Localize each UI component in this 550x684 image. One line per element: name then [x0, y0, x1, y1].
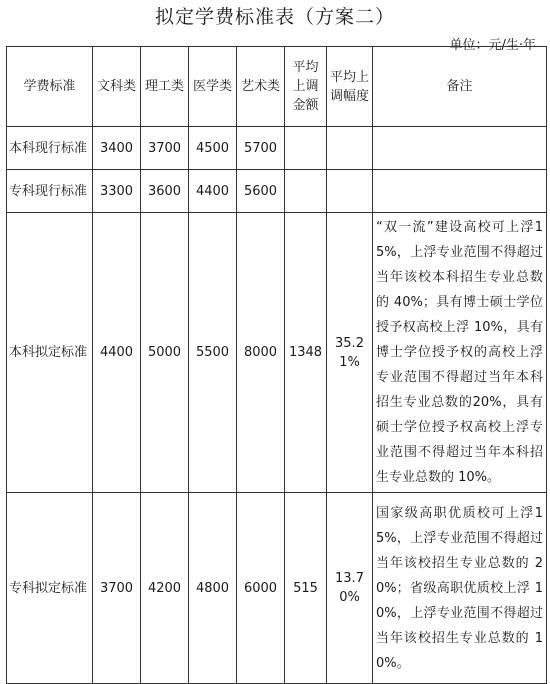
table-cell: 1348 [285, 213, 327, 493]
table-cell: 4500 [189, 127, 237, 170]
table-cell: 3700 [141, 127, 189, 170]
note-cell [373, 127, 547, 170]
table-cell: 3400 [93, 127, 141, 170]
table-row [7, 213, 547, 493]
table-row [7, 170, 547, 213]
table-cell: 5700 [237, 127, 285, 170]
row-label: 本科拟定标准 [7, 213, 93, 493]
table-cell: 4400 [93, 213, 141, 493]
note-cell: 国家级高职优质校可上浮15%，上浮专业范围不得超过当年该校招生专业总数的 20%；省级高职优质校上浮 10%，上浮专业范围不得超过当年该校招生专业总数的 10%。 [373, 493, 547, 684]
table-row [7, 493, 547, 684]
table-cell: 4400 [189, 170, 237, 213]
table-cell: 3300 [93, 170, 141, 213]
table-cell: 6000 [237, 493, 285, 684]
table-cell: 5600 [237, 170, 285, 213]
header-cell: 理工类 [141, 47, 189, 127]
header-cell: 备注 [373, 47, 547, 127]
table-cell [327, 127, 373, 170]
table-cell: 4200 [141, 493, 189, 684]
table-cell: 5000 [141, 213, 189, 493]
unit-label: 单位：元/生·年 [449, 38, 536, 53]
row-label: 专科现行标准 [7, 170, 93, 213]
header-cell: 艺术类 [237, 47, 285, 127]
table-row [7, 127, 547, 170]
table-cell: 5500 [189, 213, 237, 493]
page-title: 拟定学费标准表（方案二） [154, 6, 395, 28]
header-cell: 文科类 [93, 47, 141, 127]
header-cell: 平均上调幅度 [327, 47, 373, 127]
table-cell: 4800 [189, 493, 237, 684]
row-label: 专科拟定标准 [7, 493, 93, 684]
table-cell: 515 [285, 493, 327, 684]
table-cell: 3700 [93, 493, 141, 684]
note-cell: “双一流”建设高校可上浮15%，上浮专业范围不得超过当年该校本科招生专业总数的 40%；具有博士硕士学位授予权高校上浮 10%，具有博士学位授予权的高校上浮专业范围不得超过当年本科招生专业总数的20%，具有硕士学位授予权高校上浮专业范围不得超过当年本科招生专业总数的 10%。 [373, 213, 547, 493]
note-cell [373, 170, 547, 213]
header-cell: 医学类 [189, 47, 237, 127]
tuition-table [6, 46, 547, 684]
table-header-row [7, 47, 547, 127]
table-cell: 35.21% [327, 213, 373, 493]
table-cell: 8000 [237, 213, 285, 493]
header-cell: 学费标准 [7, 47, 93, 127]
table-cell [285, 127, 327, 170]
table-cell [285, 170, 327, 213]
table-cell: 13.70% [327, 493, 373, 684]
table-cell: 3600 [141, 170, 189, 213]
row-label: 本科现行标准 [7, 127, 93, 170]
table-cell [327, 170, 373, 213]
header-cell: 平均上调金额 [285, 47, 327, 127]
